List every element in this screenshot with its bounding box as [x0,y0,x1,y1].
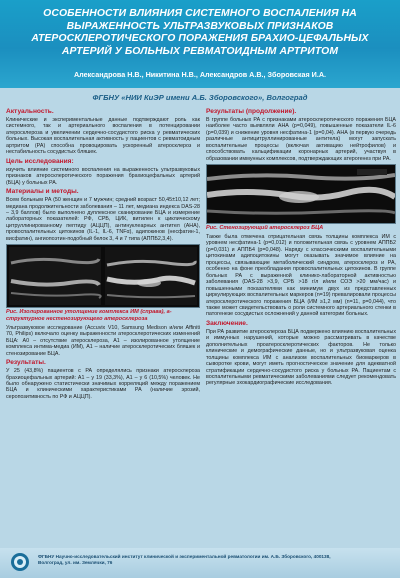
authors: Александрова Н.В., Никитина Н.В., Александров А.В., Зборовская И.А. [73,70,327,79]
analysis-text: Также была отмечена отрицательная связь толщины комплекса ИМ с уровнем несфатина-1 (р=0,012) и положительная связь с уровнем АППБ2 (р=0,031) и АППБ4 (р=0,048). Наряду с классическими воспалительными цитокинами адипоцитокины могут оказывать значимое влияние на процессы, связывающие метаболический синдром, атеросклероз и РА, особенно на фоне преобладания провоспалительных цитокинов. В группе больных РА с выраженной клинико-лабораторной активностью заболевания (DAS-28 >3,9, СРБ >18 г/л и/или СОЭ >20 мм/час) и повышенными показателями как минимум двух из представленных циркулирующих воспалительных маркеров (n=19) превалировали процессы атеросклеротического поражения БЦА (ИМ ≥1,2 мм) (n=11, р=0,044), что также может свидетельствовать о роли системного артериального стенки в патогенезе сосудистых осложнений у данной категории больных. [206,233,396,318]
ultrasound-figure-2 [206,164,396,224]
conclusion-text: При РА развитие атеросклероза БЦА подвержено влиянию воспалительных и иммунных нарушений, которые можно рассматривать в качестве дополнительных проатеросклеротических факторов. Не только клинические и демографические данные, но и ультразвуковая оценка толщины комплекса ИМ с анализом воспалительных биомаркеров в сыворотке крови, могут иметь прогностическое значение для адекватной стратификации сердечно-сосудистого риска у больных РА. Пациентам с воспалительными ревматическими заболеваниями следует рекомендовать регулярные эхокардиографические исследования. [206,328,396,387]
footer [0,548,400,578]
figure-2-caption: Рис. Стенозирующий атеросклероз БЦА [206,225,324,232]
results-cont-text: В группе больных РА с признаками атеросклеротического поражения БЦА наиболее часто выявляли АНА (р=0,049), повышенные показатели IL-6 (р=0,039) и снижение уровня несфатина-1 (р=0,04). АНА (в первую очередь различные антицитруллинированные антитела) могут запускать воспалительные процессы (включая активацию нейтрофилов) и способствовать кальцификации коронарных артерий, участвуя в образовании иммунных комплексов, подтверждающих атерогенез при РА. [206,117,396,162]
results-cont-title: Результаты (продолжение). [206,108,297,115]
poster-title: ОСОБЕННОСТИ ВЛИЯНИЯ СИСТЕМНОГО ВОСПАЛЕНИЯ НА ВЫРАЖЕННОСТЬ УЛЬТРАЗВУКОВЫХ ПРИЗНАКОВ АТЕРОСКЛЕРОТИЧЕСКОГО ПОРАЖЕНИЯ БРАХИО-ЦЕФАЛЬНЫХ АРТЕРИЙ У БОЛЬНЫХ РЕВМАТОИДНЫМ АРТРИТОМ [31,8,369,57]
right-column [206,108,396,389]
affiliation: ФГБНУ «НИИ КиЭР имени А.Б. Зборовского», Волгоград [92,93,308,102]
relevance-title: Актуальность. [6,108,54,115]
methods-title: Материалы и методы. [6,188,79,196]
ultrasound-image-pair [7,245,199,307]
aim-text: изучить влияние системного воспаления на выраженность ультразвуковых признаков атеросклеротического поражения брахиоцефальных артерий (БЦА) у больных РА. [6,166,200,186]
ultrasound-stenosis-image [207,165,395,223]
left-column [6,108,200,402]
relevance-text: Клинические и экспериментальные данные подтверждают роль как системного, так и артериального воспаления в потенцировании атеросклероза и увеличении сердечно-сосудистого риска у ревматических больных. Высокая воспалительная активность у пациентов с ревматоидным артритом (РА) способна провоцировать ускоренный атеросклероз и нестабильность сосудистых бляшек. [6,117,200,156]
conclusion-title: Заключение. [206,319,248,327]
ultrasound-figure-1 [6,244,200,308]
header-banner [0,0,400,88]
methods-text: Всем больным РА (50 женщин и 7 мужчин; средний возраст 50,45±10,12 лет; медиана продолжительности заболевания – 11 лет, медиана индекса DAS-28 – 3,9 баллов) было выполнено дуплексное сканирование БЦА и измерение лабораторных показателей: РФ, СРБ, ЦИК, витилен к циклическому цитруллинированному пептиду (АЦЦП), антинуклеарных антител (АНА), провоспалительных цитокинов (IL-1, IL-6, TNFα), адипокинов (несфатин-1, висфатин), ангиопоэтин-подобный белок 3, 4 и 7 типа (АППБ2,3,4). [6,197,200,242]
aim-title: Цель исследования: [6,157,74,165]
ultrasound-text: Ультразвуковое исследование (Accuvix V10, Samsung Medison и/или Affiniti 70, Philips) включало оценку выраженности атеросклеротических изменений БЦА: А0 – отсутствие атеросклероза, А1 – изолированное утолщение комплекса интима-медиа (ИМ), А1 – наличие атеросклеротических бляшек и стенозирование БЦА. [6,324,200,357]
figure-1-caption: Рис. Изолированное утолщение комплекса ИМ (справа), а-структурное нестенозирующего атеросклероза [6,309,172,323]
institute-logo-icon [10,552,30,572]
results-title: Результаты. [6,359,46,367]
footer-text: ФГБНУ Научно-исследовательский институт клинической и экспериментальной ревматологии им. А.Б. Зборовского, 400138, Волгоград, ул. им. Землячки, 76 [38,554,331,565]
results-text: У 25 (43,8%) пациентов с РА определялись признаки атеросклероза брахиоцефальных артерий: А1 – у 19 (33,3%), А1 – у 6 (10,5%) человек. Не было обнаружено статистически значимых корреляций между поражением БЦА и клиническими характеристиками РА (наличие эрозий, серопозитивность по РФ и АЦЦП). [6,368,200,400]
